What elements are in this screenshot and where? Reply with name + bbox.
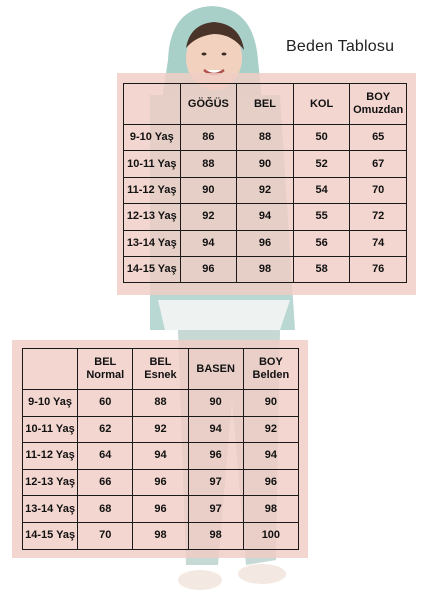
- bottom-header-text: Normal: [86, 369, 125, 381]
- top-value-cell: 50: [293, 125, 350, 151]
- bottom-header-text: BEL: [94, 356, 117, 368]
- right-shoe: [238, 564, 286, 584]
- bottom-table-row: [23, 390, 299, 417]
- bottom-table-row: [23, 469, 299, 496]
- bottom-age-label: 14-15 Yaş: [23, 522, 78, 549]
- top-age-label: 13-14 Yaş: [124, 230, 181, 256]
- bottom-header-cell: [23, 349, 78, 390]
- bottom-table-row: [23, 496, 299, 523]
- bottom-table-row: [23, 522, 299, 549]
- bottom-value-cell: 66: [78, 469, 133, 496]
- bottom-value-cell: 96: [243, 469, 298, 496]
- top-value-cell: 58: [293, 256, 350, 282]
- top-age-label: 10-11 Yaş: [124, 151, 181, 177]
- top-value-cell: 70: [350, 177, 407, 203]
- top-value-cell: 54: [293, 177, 350, 203]
- bottom-value-cell: 98: [188, 522, 243, 549]
- bottom-header-text: Belden: [252, 369, 290, 381]
- top-table-row: [124, 177, 407, 203]
- top-table-row: [124, 151, 407, 177]
- bottom-value-cell: 68: [78, 496, 133, 523]
- bottom-value-cell: 92: [243, 416, 298, 443]
- top-table-row: [124, 125, 407, 151]
- bottom-value-cell: 62: [78, 416, 133, 443]
- bottom-header-text: BOY: [258, 356, 283, 368]
- top-header-text: KOL: [309, 97, 334, 110]
- top-value-cell: 92: [237, 177, 294, 203]
- top-header-cell: [350, 84, 407, 125]
- top-header-text: GÖĞÜS: [187, 97, 229, 110]
- top-value-cell: 94: [237, 204, 294, 230]
- top-value-cell: 52: [293, 151, 350, 177]
- top-value-cell: 98: [237, 256, 294, 282]
- top-value-cell: 67: [350, 151, 407, 177]
- top-value-cell: 86: [180, 125, 237, 151]
- bottom-age-label: 13-14 Yaş: [23, 496, 78, 523]
- top-header-text: BEL: [253, 97, 276, 110]
- bottom-header-cell: [243, 349, 298, 390]
- bottom-value-cell: 90: [243, 390, 298, 417]
- top-header-text: Omuzdan: [353, 104, 404, 116]
- top-age-label: 12-13 Yaş: [124, 204, 181, 230]
- top-value-cell: 76: [350, 256, 407, 282]
- top-table-row: [124, 256, 407, 282]
- top-age-label: 11-12 Yaş: [124, 177, 181, 203]
- top-header-row: [124, 84, 407, 125]
- bottom-value-cell: 94: [243, 443, 298, 470]
- bottom-value-cell: 98: [133, 522, 188, 549]
- bottom-value-cell: 96: [133, 496, 188, 523]
- left-shoe: [178, 570, 222, 590]
- bottom-value-cell: 92: [133, 416, 188, 443]
- top-age-label: 9-10 Yaş: [124, 125, 181, 151]
- top-table-row: [124, 230, 407, 256]
- top-value-cell: 90: [237, 151, 294, 177]
- bottom-header-text: BASEN: [196, 362, 235, 375]
- top-header-cell: [237, 84, 294, 125]
- bottom-header-cell: [78, 349, 133, 390]
- top-value-cell: 56: [293, 230, 350, 256]
- bottom-value-cell: 90: [188, 390, 243, 417]
- bottom-value-cell: 100: [243, 522, 298, 549]
- bottom-age-label: 11-12 Yaş: [23, 443, 78, 470]
- bottom-age-label: 12-13 Yaş: [23, 469, 78, 496]
- bottom-header-text: BEL: [149, 356, 172, 368]
- bottom-value-cell: 94: [133, 443, 188, 470]
- top-header-cell: [124, 84, 181, 125]
- bottom-value-cell: 60: [78, 390, 133, 417]
- top-value-cell: 90: [180, 177, 237, 203]
- bottom-value-cell: 96: [188, 443, 243, 470]
- top-value-cell: 96: [180, 256, 237, 282]
- bottom-age-label: 10-11 Yaş: [23, 416, 78, 443]
- bottom-value-cell: 98: [243, 496, 298, 523]
- bottom-value-cell: 88: [133, 390, 188, 417]
- top-value-cell: 72: [350, 204, 407, 230]
- top-value-cell: 88: [180, 151, 237, 177]
- top-age-label: 14-15 Yaş: [124, 256, 181, 282]
- bottom-value-cell: 94: [188, 416, 243, 443]
- bottom-header-cell: [133, 349, 188, 390]
- top-value-cell: 74: [350, 230, 407, 256]
- bottom-value-cell: 97: [188, 469, 243, 496]
- size-chart-title: Beden Tablosu: [286, 38, 395, 55]
- bottom-header-text: Esnek: [144, 369, 177, 381]
- bottom-header-cell: [188, 349, 243, 390]
- bottom-table-row: [23, 416, 299, 443]
- top-header-cell: [180, 84, 237, 125]
- bottom-value-cell: 70: [78, 522, 133, 549]
- top-value-cell: 96: [237, 230, 294, 256]
- bottom-header-row: [23, 349, 299, 390]
- top-value-cell: 92: [180, 204, 237, 230]
- top-table-row: [124, 204, 407, 230]
- top-size-table: [123, 83, 407, 283]
- bottom-value-cell: 97: [188, 496, 243, 523]
- top-value-cell: 94: [180, 230, 237, 256]
- bottom-age-label: 9-10 Yaş: [23, 390, 78, 417]
- top-header-cell: [293, 84, 350, 125]
- top-value-cell: 65: [350, 125, 407, 151]
- top-header-text: BOY: [366, 91, 391, 103]
- bottom-value-cell: 96: [133, 469, 188, 496]
- bottom-size-table: [22, 348, 299, 550]
- bottom-value-cell: 64: [78, 443, 133, 470]
- bottom-table-row: [23, 443, 299, 470]
- top-value-cell: 55: [293, 204, 350, 230]
- top-value-cell: 88: [237, 125, 294, 151]
